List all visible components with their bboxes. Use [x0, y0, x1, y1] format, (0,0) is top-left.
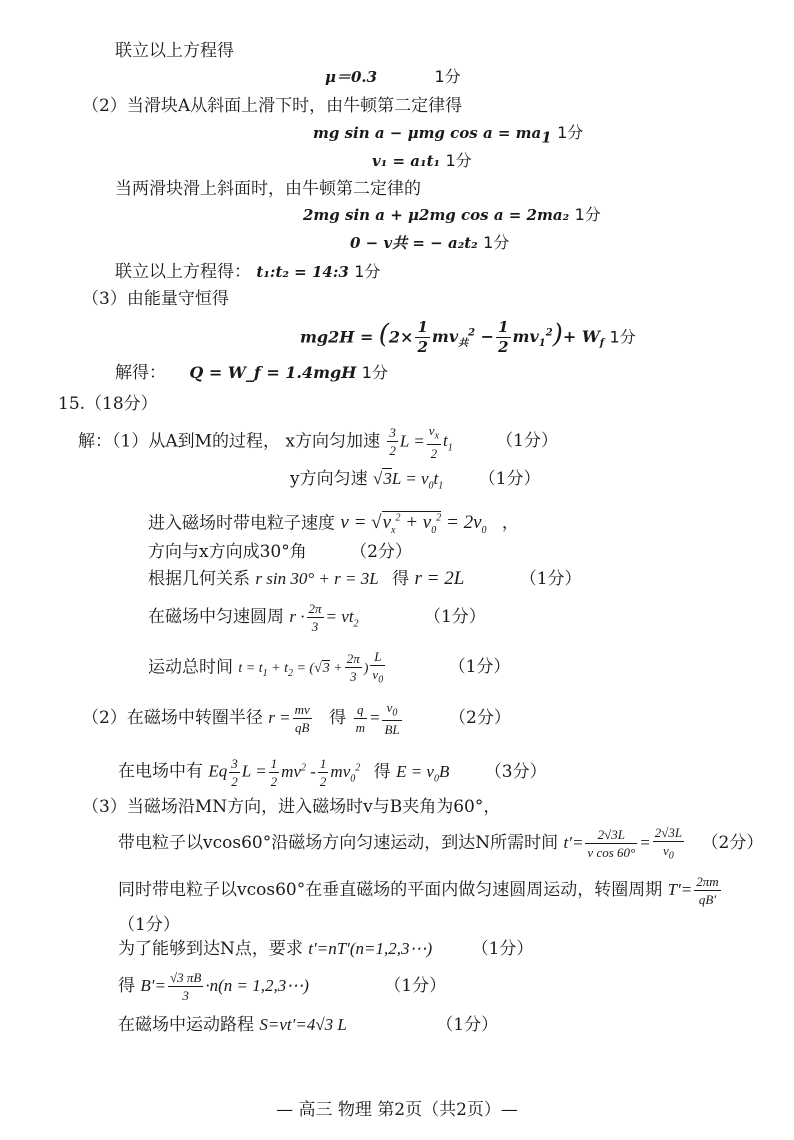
text: 方向与x方向成30°角	[148, 542, 307, 562]
math: $mv_0^2$	[330, 761, 361, 785]
fraction: $\frac{3}{2}$	[389, 425, 396, 459]
text: 在电场中有	[118, 761, 203, 782]
equation: μ＝0.3	[325, 68, 378, 86]
score: （1分）	[423, 607, 486, 627]
score: （2分）	[449, 708, 511, 728]
equation-line	[350, 232, 509, 254]
math: )	[363, 661, 369, 677]
score: 1分	[434, 67, 461, 86]
page-footer: — 高三 物理 第2页（共2页）—	[276, 1100, 518, 1120]
text-line: （2）当滑块A从斜面上滑下时，由牛顿第二定律得	[82, 96, 463, 116]
text: x方向匀加速	[285, 431, 380, 452]
math: t′=nT′(n=1,2,3⋯)	[308, 939, 433, 958]
question-header: 15.（18分）	[58, 394, 158, 414]
math: =	[639, 833, 651, 852]
paren: )	[552, 319, 563, 350]
text-line: （3）由能量守恒得	[82, 289, 229, 309]
text-line: 联立以上方程得	[115, 41, 234, 61]
math: =	[368, 708, 381, 727]
math: $√3L = v_0t_1$	[373, 469, 444, 492]
fraction: $\frac{1}{2}$	[498, 318, 509, 357]
solution-line	[148, 600, 486, 634]
fraction: $\frac{2\pi}{3}$	[308, 601, 322, 634]
text-line: （1分）	[118, 915, 180, 935]
math: t′=	[563, 833, 584, 852]
solution-line	[118, 966, 446, 1006]
fraction: $\frac{2√3L}{\text{v cos 60°}}$	[587, 827, 636, 860]
fraction: $\frac{v_0}{BL}$	[384, 699, 400, 738]
solution-line	[148, 650, 510, 684]
score: 1分	[483, 233, 510, 252]
equation: v₁ = a₁t₁	[372, 152, 441, 170]
equation: $mv_1^2$	[512, 327, 553, 350]
text-line: （3）当磁场沿MN方向，进入磁场时v与B夹角为60°，	[82, 797, 501, 817]
math: r = 2L	[414, 568, 465, 589]
fraction: $\frac{3}{2}$	[231, 755, 238, 789]
math: = $vt_2$	[325, 607, 359, 630]
score: （1分）	[471, 939, 534, 959]
text: 带电粒子以vcos60°沿磁场方向匀速运动，到达N所需时间	[118, 833, 559, 853]
equation: 2×	[388, 327, 414, 347]
score: 1分	[557, 123, 584, 142]
equation: t₁:t₂ = 14:3	[256, 263, 349, 281]
fraction: $\frac{v_x}{2}$	[428, 423, 440, 461]
score: （3分）	[484, 761, 547, 782]
fraction: $\frac{q}{m}$	[355, 702, 365, 735]
math: T′=	[667, 880, 693, 899]
text: 在磁场中运动路程	[118, 1015, 254, 1035]
subscript: 1	[541, 128, 552, 147]
solution-line	[82, 700, 511, 736]
text: 解得：	[115, 363, 166, 383]
fraction: $\frac{mv}{qB}$	[294, 702, 310, 735]
fraction: $\frac{2√3L}{v_0}$	[654, 824, 683, 862]
equation-line	[115, 261, 380, 283]
math: r =	[268, 708, 291, 727]
score: （1分）	[384, 976, 447, 996]
score: （1分）	[436, 1015, 499, 1035]
text: （2）在磁场中转圈半径	[82, 708, 263, 728]
equation-line	[303, 204, 601, 226]
score: （2分）	[701, 833, 764, 853]
equation: + $W_f$	[562, 327, 605, 350]
math: r ·	[289, 607, 305, 626]
text: 在磁场中匀速圆周	[148, 607, 284, 627]
equation: 0 − v共 = − a₂t₂	[350, 234, 478, 252]
equation: Q = W_f = 1.4mgH	[189, 363, 357, 382]
score: 1分	[609, 327, 636, 347]
text-line: 当两滑块滑上斜面时，由牛顿第二定律的	[115, 179, 421, 199]
solution-line	[118, 825, 763, 861]
text: 得	[329, 708, 347, 728]
text: 联立以上方程得：	[115, 262, 251, 282]
text: 运动总时间	[148, 657, 233, 678]
math: L =	[399, 431, 425, 451]
math: $t = t_1 + t_2 = (√3$ +	[238, 661, 343, 680]
fraction: $\frac{1}{2}$	[417, 318, 428, 357]
text: 得	[392, 569, 410, 589]
math: $t_1$	[443, 431, 453, 454]
solution-line	[148, 508, 519, 542]
paren: (	[378, 319, 389, 350]
equation: $mv_共^2$ −	[431, 327, 495, 350]
solution-line	[148, 541, 412, 563]
math: Eq	[208, 761, 228, 781]
score: （1分）	[478, 469, 541, 489]
solution-line	[78, 423, 558, 461]
score: 1分	[354, 262, 381, 281]
fraction: $\frac{L}{v_0}$	[372, 649, 384, 686]
equation: mg2H =	[300, 327, 374, 347]
solution-line	[118, 938, 533, 960]
text: 根据几何关系	[148, 569, 250, 589]
text: 得	[373, 761, 391, 782]
solution-line	[118, 750, 547, 789]
text: 解：（1）从A到M的过程，	[78, 431, 280, 452]
equation-line	[372, 150, 472, 172]
math: S=vt′=4√3 L	[259, 1015, 347, 1034]
math: ·n(n = 1,2,3⋯)	[205, 976, 309, 995]
score: （1分）	[519, 569, 582, 589]
equation-line	[313, 122, 583, 148]
equation-line	[115, 362, 388, 384]
text: 进入磁场时带电粒子速度	[148, 513, 335, 534]
score: （1分）	[496, 431, 558, 452]
equation-line	[325, 66, 461, 88]
fraction: $\frac{2\pi m}{qB'}$	[696, 874, 719, 907]
score: 1分	[361, 363, 388, 382]
solution-line	[118, 1014, 498, 1036]
solution-line	[290, 468, 541, 497]
equation: mg sin a − μmg cos a = ma	[313, 124, 542, 142]
fraction: $\frac{1}{2}$	[319, 755, 327, 789]
score: 1分	[445, 151, 472, 170]
fraction: $\frac{2\pi}{3}$	[346, 651, 360, 685]
math: $mv^2$ -	[281, 761, 316, 781]
score: （2分）	[350, 542, 412, 562]
math: B′=	[140, 976, 166, 995]
math: L =	[241, 761, 267, 781]
math: $E = v_0B$	[396, 761, 450, 785]
equation: 2mg sin a + μ2mg cos a = 2ma₂	[303, 206, 570, 224]
solution-line	[118, 870, 723, 910]
text: 得	[118, 976, 135, 996]
math: $v = √v_x^2 + v_0^2 = 2v_0$	[340, 512, 487, 537]
solution-line	[148, 568, 582, 590]
score: （1分）	[448, 657, 511, 678]
text: ，	[501, 513, 519, 534]
math: r sin 30° + r = 3L	[255, 569, 379, 588]
fraction: $\frac{1}{2}$	[270, 755, 278, 789]
equation-line	[300, 316, 636, 357]
text: 同时带电粒子以vcos60°在垂直磁场的平面内做匀速圆周运动，转圈周期	[118, 880, 663, 900]
text: 为了能够到达N点，要求	[118, 939, 303, 959]
score: 1分	[574, 205, 601, 224]
text: y方向匀速	[290, 469, 368, 489]
fraction: $\frac{√3 \pi B}{3}$	[169, 970, 202, 1003]
